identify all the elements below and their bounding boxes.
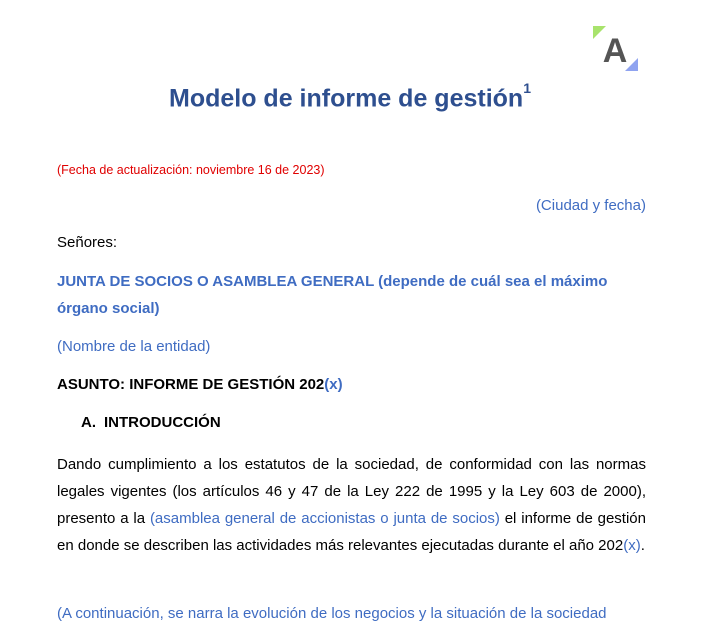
intro-text-2: el informe de gestión en donde se describen las actividades más relevantes ejecutadas durante el año 202 [57,510,646,554]
section-a-heading [81,414,221,431]
section-a-label: INTRODUCCIÓN [104,414,221,431]
update-date: (Fecha de actualización: noviembre 16 de 2023) [57,163,325,177]
brand-logo-icon [592,25,640,73]
intro-year-placeholder: (x) [623,537,641,554]
intro-body-placeholder: (asamblea general de accionistas o junta de socios) [149,510,500,527]
salutation: Señores: [57,234,118,251]
city-date-placeholder: (Ciudad y fecha) [535,197,646,214]
title-text: Modelo de informe de gestión [169,84,524,113]
subject-year-placeholder: (x) [324,376,343,393]
intro-paragraph [57,451,646,559]
document-title [0,80,700,113]
intro-end: . [640,537,645,554]
title-footnote-marker: 1 [523,80,531,96]
svg-text:A: A [602,32,628,70]
section-a-letter: A. [81,414,96,431]
subject-line [57,371,343,398]
intro-text-1: Dando cumplimiento a los estatutos de la sociedad, de conformidad con las normas legales vigentes (los artículos 46 y 47 de la Ley 222 de 1995 y la Ley 603 de 2000), presento a la [57,456,646,527]
subject-prefix: ASUNTO: INFORME DE GESTIÓN 202 [57,376,325,393]
addressee: JUNTA DE SOCIOS O ASAMBLEA GENERAL (depende de cuál sea el máximo órgano social) [57,273,608,317]
continuation-paragraph: (A continuación, se narra la evolución de los negocios y la situación de la sociedad [57,605,607,622]
entity-name-placeholder: (Nombre de la entidad) [57,338,211,355]
